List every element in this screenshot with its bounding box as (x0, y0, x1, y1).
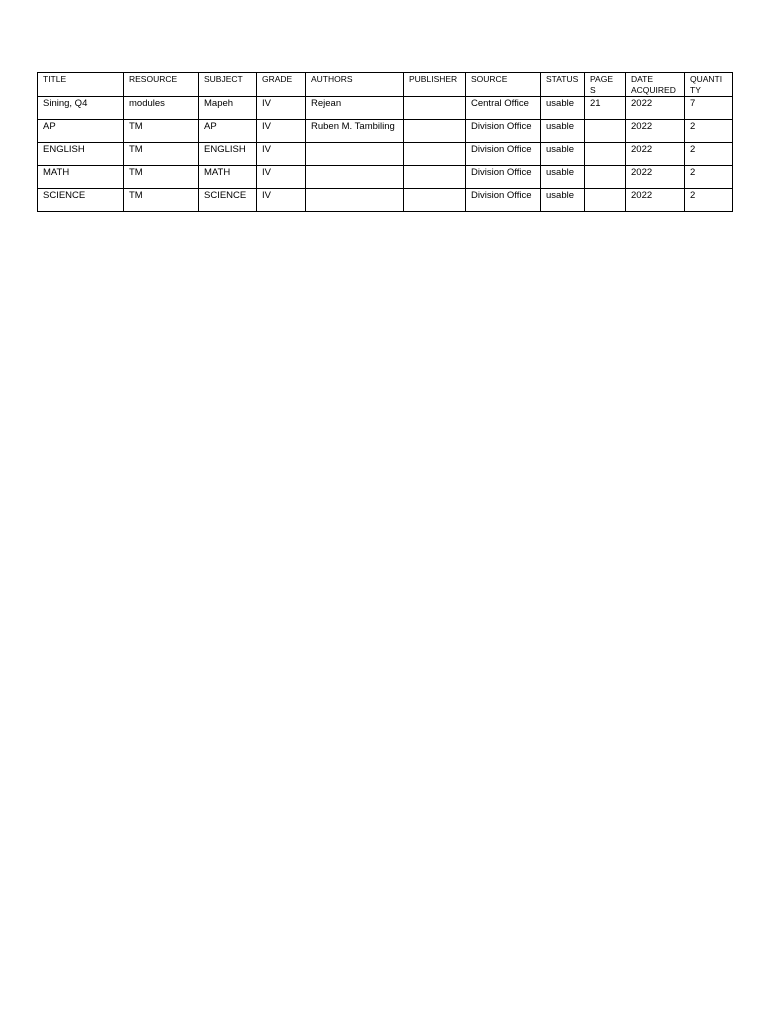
header-status: STATUS (541, 73, 585, 97)
cell-grade: IV (257, 166, 306, 189)
cell-pages (585, 189, 626, 212)
cell-quantity: 2 (685, 143, 733, 166)
table-header-row (38, 73, 733, 97)
cell-title: MATH (38, 166, 124, 189)
table-row (38, 189, 733, 212)
cell-authors: Ruben M. Tambiling (306, 120, 404, 143)
cell-resource: modules (124, 97, 199, 120)
cell-date-acquired: 2022 (626, 120, 685, 143)
header-date-acquired: DATE ACQUIRED (626, 73, 685, 97)
cell-subject: AP (199, 120, 257, 143)
cell-grade: IV (257, 120, 306, 143)
cell-title: AP (38, 120, 124, 143)
header-quantity: QUANTI TY (685, 73, 733, 97)
cell-pages (585, 143, 626, 166)
cell-subject: Mapeh (199, 97, 257, 120)
header-resource: RESOURCE (124, 73, 199, 97)
header-publisher: PUBLISHER (404, 73, 466, 97)
cell-status: usable (541, 143, 585, 166)
cell-status: usable (541, 189, 585, 212)
cell-resource: TM (124, 120, 199, 143)
cell-authors (306, 143, 404, 166)
inventory-table (37, 72, 733, 212)
cell-title: Sining, Q4 (38, 97, 124, 120)
cell-source: Division Office (466, 189, 541, 212)
cell-publisher (404, 189, 466, 212)
cell-authors: Rejean (306, 97, 404, 120)
cell-quantity: 2 (685, 120, 733, 143)
cell-grade: IV (257, 143, 306, 166)
cell-resource: TM (124, 189, 199, 212)
cell-status: usable (541, 97, 585, 120)
header-title: TITLE (38, 73, 124, 97)
cell-status: usable (541, 166, 585, 189)
cell-subject: MATH (199, 166, 257, 189)
cell-authors (306, 166, 404, 189)
cell-subject: ENGLISH (199, 143, 257, 166)
table-row (38, 120, 733, 143)
header-grade: GRADE (257, 73, 306, 97)
cell-date-acquired: 2022 (626, 97, 685, 120)
table-row (38, 166, 733, 189)
cell-date-acquired: 2022 (626, 143, 685, 166)
header-source: SOURCE (466, 73, 541, 97)
table-row (38, 97, 733, 120)
cell-publisher (404, 97, 466, 120)
cell-date-acquired: 2022 (626, 166, 685, 189)
cell-source: Division Office (466, 166, 541, 189)
cell-subject: SCIENCE (199, 189, 257, 212)
header-subject: SUBJECT (199, 73, 257, 97)
cell-pages: 21 (585, 97, 626, 120)
header-authors: AUTHORS (306, 73, 404, 97)
cell-pages (585, 166, 626, 189)
table-row (38, 143, 733, 166)
cell-resource: TM (124, 166, 199, 189)
cell-source: Division Office (466, 143, 541, 166)
cell-publisher (404, 143, 466, 166)
cell-title: ENGLISH (38, 143, 124, 166)
cell-publisher (404, 166, 466, 189)
cell-resource: TM (124, 143, 199, 166)
cell-authors (306, 189, 404, 212)
cell-status: usable (541, 120, 585, 143)
cell-quantity: 2 (685, 189, 733, 212)
cell-source: Central Office (466, 97, 541, 120)
header-pages: PAGE S (585, 73, 626, 97)
cell-publisher (404, 120, 466, 143)
cell-quantity: 7 (685, 97, 733, 120)
cell-grade: IV (257, 97, 306, 120)
cell-pages (585, 120, 626, 143)
cell-quantity: 2 (685, 166, 733, 189)
cell-grade: IV (257, 189, 306, 212)
cell-date-acquired: 2022 (626, 189, 685, 212)
cell-title: SCIENCE (38, 189, 124, 212)
cell-source: Division Office (466, 120, 541, 143)
